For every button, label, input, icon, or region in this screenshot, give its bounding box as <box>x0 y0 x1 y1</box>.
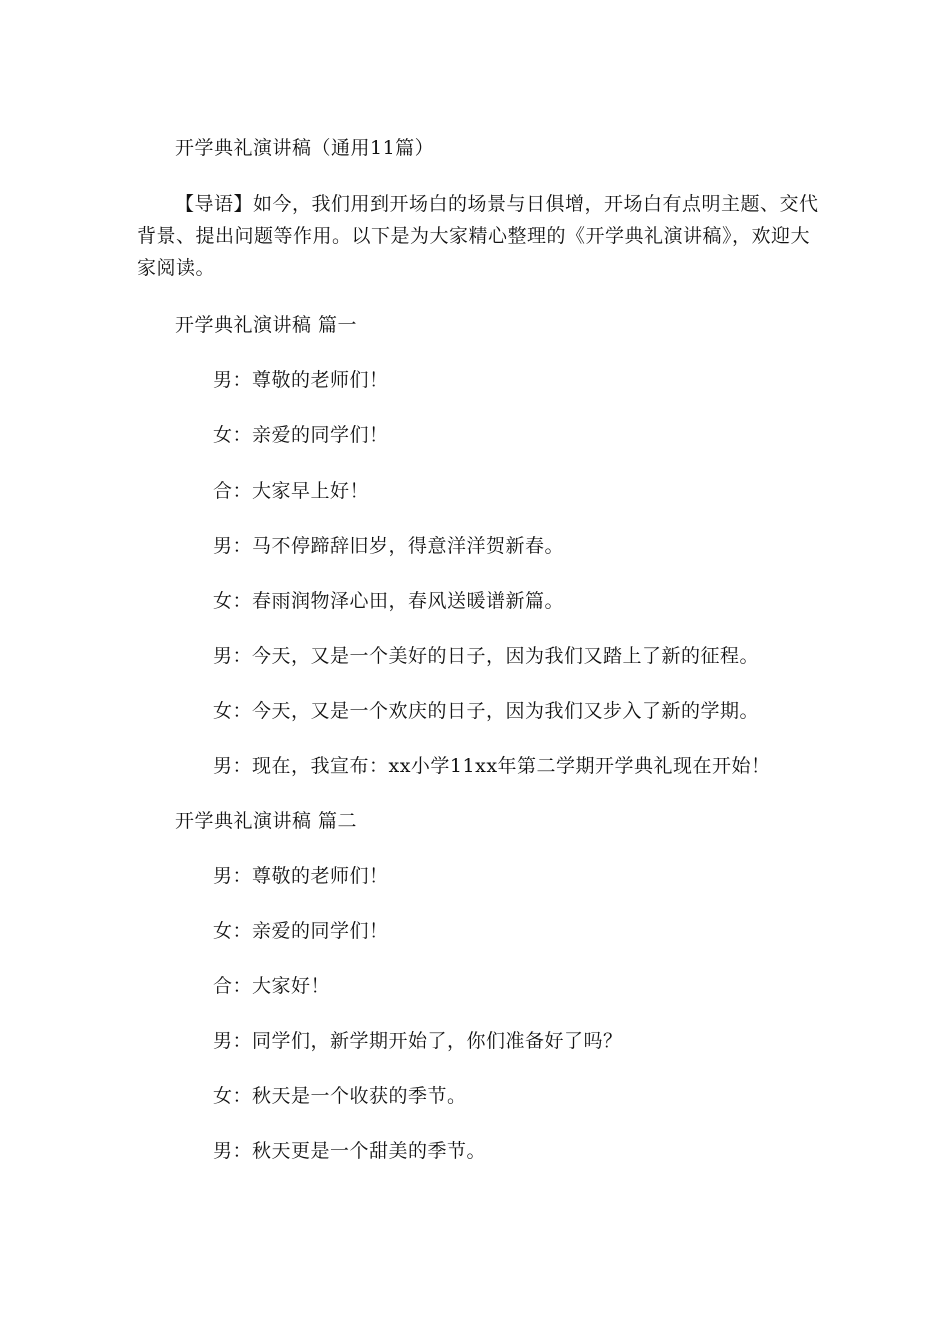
document-title: 开学典礼演讲稿（通用11篇） <box>175 137 435 159</box>
dialogue-line: 女：亲爱的同学们！ <box>213 424 389 446</box>
dialogue-line: 女：亲爱的同学们！ <box>213 920 389 942</box>
dialogue-line: 男：现在，我宣布：xx小学11xx年第二学期开学典礼现在开始！ <box>213 755 771 777</box>
dialogue-line: 合：大家早上好！ <box>213 480 370 502</box>
dialogue-line: 男：今天，又是一个美好的日子，因为我们又踏上了新的征程。 <box>213 645 760 667</box>
intro-line-2: 背景、提出问题等作用。以下是为大家精心整理的《开学典礼演讲稿》，欢迎大 <box>137 225 811 247</box>
dialogue-line: 女：秋天是一个收获的季节。 <box>213 1085 467 1107</box>
dialogue-line: 男：同学们，新学期开始了，你们准备好了吗？ <box>213 1030 623 1052</box>
intro-line-1: 【导语】如今，我们用到开场白的场景与日俱增，开场白有点明主题、交代 <box>175 193 819 215</box>
dialogue-line: 男：尊敬的老师们！ <box>213 369 389 391</box>
dialogue-line: 合：大家好！ <box>213 975 331 997</box>
dialogue-line: 男：马不停蹄辞旧岁，得意洋洋贺新春。 <box>213 535 565 557</box>
dialogue-line: 男：秋天更是一个甜美的季节。 <box>213 1140 487 1162</box>
dialogue-line: 女：今天，又是一个欢庆的日子，因为我们又步入了新的学期。 <box>213 700 760 722</box>
intro-line-3: 家阅读。 <box>137 257 216 279</box>
section-heading-1: 开学典礼演讲稿 篇一 <box>175 314 358 336</box>
dialogue-line: 女：春雨润物泽心田，春风送暖谱新篇。 <box>213 590 565 612</box>
section-heading-2: 开学典礼演讲稿 篇二 <box>175 810 358 832</box>
dialogue-line: 男：尊敬的老师们！ <box>213 865 389 887</box>
